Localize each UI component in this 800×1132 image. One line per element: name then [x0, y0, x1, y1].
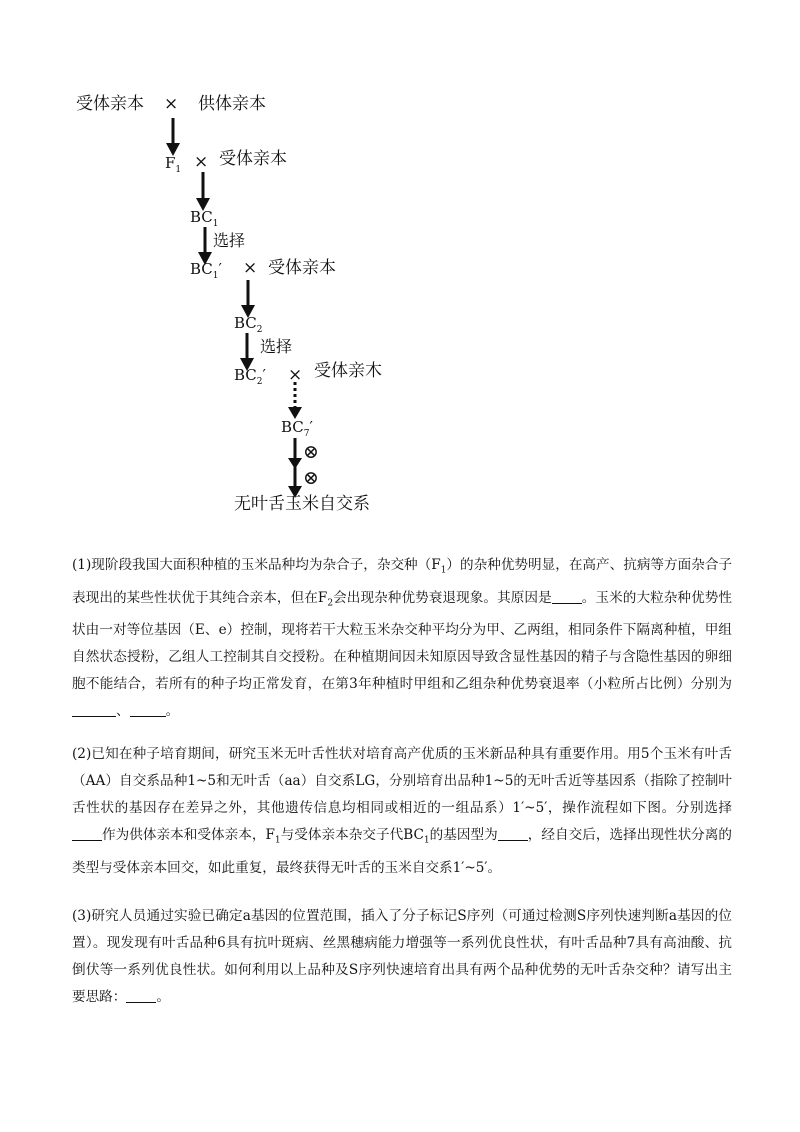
answer-blank	[130, 702, 166, 717]
arrowhead-7	[288, 458, 302, 469]
select-label: 选择	[213, 231, 246, 250]
selfing-icon: ⊗	[303, 467, 319, 489]
question-2: (2)已知在种子培育期间，研究玉米无叶舌性状对培育高产优质的玉米新品种具有重要作用。用5个玉米有叶舌（AA）自交系品种1~5和无叶舌（aa）自交系LG，分别培育出品种1~5的无叶舌近等基因系（指除了控制叶舌性状的基因存在差异之外，其他遗传信息均相同或相近的一组品系）1′~5′，操作流程如下图。分别选择作为供体亲本和受体亲本，$F_1$与受体亲本杂交子代$BC_1$的基因型为 ，经自交后，选择出现性状分离的类型与受体亲本回交，如此重复，最终获得无叶舌的玉米自交系1′~5′。	[72, 746, 733, 876]
selfing-icon: ⊗	[303, 441, 319, 463]
answer-blank	[72, 702, 116, 717]
breeding-flow-diagram	[0, 0, 800, 540]
cross-symbol: ×	[164, 94, 179, 114]
bc2-label: $BC_2$	[234, 314, 263, 335]
bc2-prime-label: $BC_2'$	[234, 366, 266, 387]
question-3: (3)研究人员通过实验已确定a基因的位置范围，插入了分子标记S序列（可通过检测S序列快速判断a基因的位置）。现发现有叶舌品种6具有抗叶斑病、丝黑穗病能力增强等一系列优良性状，有叶舌品种7具有高油酸、抗倒伏等一系列优良性状。如何利用以上品种及S序列快速培育出具有两个品种优势的无叶舌杂交种？请写出主要思路： 。	[72, 908, 732, 1005]
recipient-parent-label: 受体亲本	[268, 258, 336, 278]
recipient-parent-label: 受体亲本	[219, 149, 287, 169]
cross-symbol: ×	[243, 258, 258, 278]
select-label: 选择	[260, 337, 293, 356]
f1-label: $F_1$	[165, 154, 182, 175]
answer-blank	[552, 589, 582, 604]
answer-blank	[126, 988, 156, 1003]
question-1: (1)现阶段我国大面积种植的玉米品种均为杂合子，杂交种$(F_1)$的杂种优势明显，在高产、抗病等方面杂合子表现出的某些性状优于其纯合亲本，但在$F_2$会出现杂种优势衰退现象。其原因是 。玉米的大粒杂种优势性状由一对等位基因（E、e）控制，现将若干大粒玉米杂交种平均分为甲、乙两组，相同条件下隔离种植，甲组自然状态授粉，乙组人工控制其自交授粉。在种植期间因未知原因导致含显性基因的精子与含隐性基因的卵细胞不能结合，若所有的种子均正常发育，在第3年种植时甲组和乙组杂种优势衰退率（小粒所占比例）分别为、 。	[72, 557, 733, 720]
bc1-label: $BC_1$	[190, 208, 219, 229]
cross-symbol: ×	[288, 365, 303, 385]
answer-blank	[72, 826, 102, 841]
bc7-prime-label: $BC_7'$	[281, 418, 313, 439]
recipient-parent-label: 受体亲木	[314, 361, 382, 381]
final-line-label: 无叶舌玉米自交系	[234, 494, 370, 514]
answer-blank	[498, 826, 528, 841]
recipient-parent-label: 受体亲本	[76, 94, 144, 114]
bc1-prime-label: $BC_1'$	[190, 260, 222, 281]
donor-parent-label: 供体亲本	[198, 94, 266, 114]
cross-symbol: ×	[194, 152, 209, 172]
